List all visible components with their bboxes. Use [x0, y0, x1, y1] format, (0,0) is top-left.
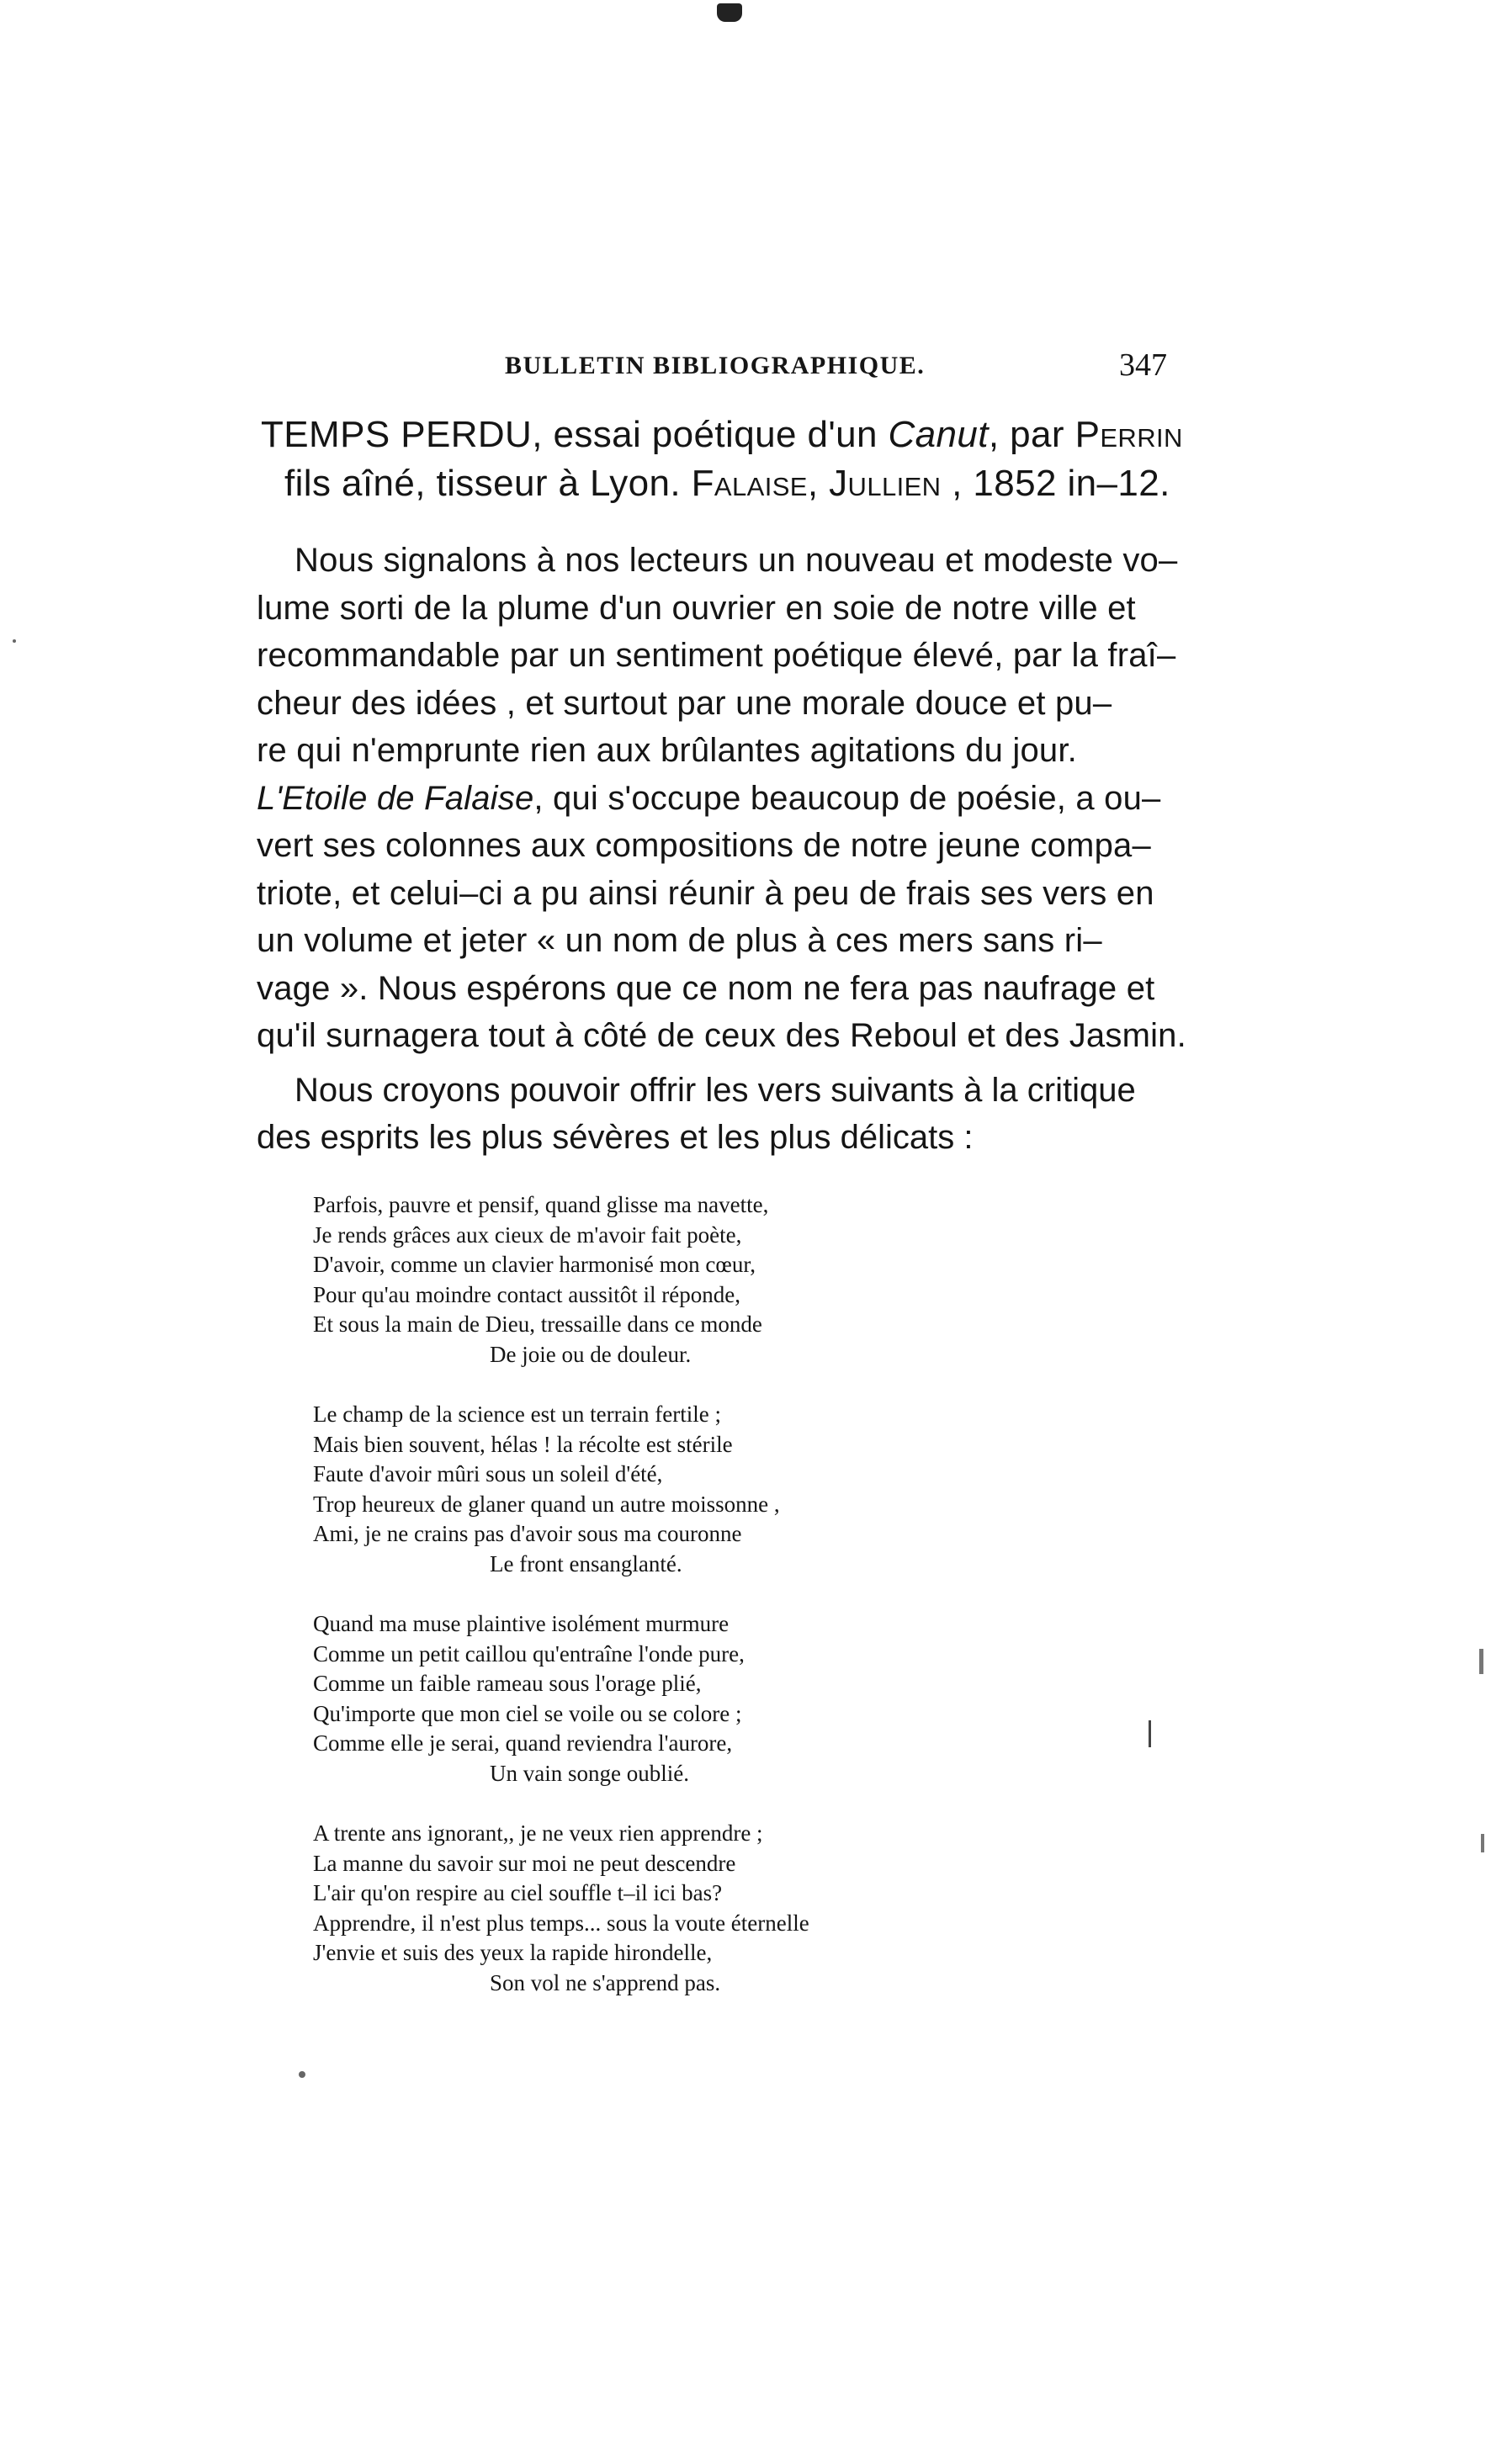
verse-line: Trop heureux de glaner quand un autre moissonne , — [313, 1491, 780, 1517]
prose-line — [257, 775, 1186, 823]
verse-line: Ami, je ne crains pas d'avoir sous ma couronne — [313, 1521, 742, 1546]
poem-stanza-1 — [313, 1190, 986, 1370]
publisher: Falaise, Jullien — [691, 463, 942, 504]
page-number: 347 — [1119, 347, 1167, 383]
verse-line: Je rends grâces aux cieux de m'avoir fait poète, — [313, 1221, 742, 1248]
verse-line: Parfois, pauvre et pensif, quand glisse ma navette, — [313, 1192, 769, 1217]
review-paragraph-2 — [257, 1067, 1186, 1161]
refrain-line: Le front ensanglanté. — [490, 1550, 682, 1576]
prose-line: cheur des idées , et surtout par une morale douce et pu– — [257, 684, 1112, 722]
prose-line: lume sorti de la plume d'un ouvrier en soie de notre ville et — [257, 589, 1136, 627]
verse-line: A trente ans ignorant,, je ne veux rien apprendre ; — [313, 1820, 763, 1846]
refrain-line: De joie ou de douleur. — [490, 1341, 692, 1367]
print-speck — [1479, 1649, 1483, 1674]
poem-stanza-2 — [313, 1400, 986, 1579]
prose-line: vage ». Nous espérons que ce nom ne fera pas naufrage et — [257, 969, 1155, 1007]
prose-line: un volume et jeter « un nom de plus à ces mers sans ri– — [257, 922, 1102, 959]
verse-line: Quand ma muse plaintive isolément murmure — [313, 1611, 730, 1636]
prose-text: , qui s'occupe beaucoup de poésie, a ou– — [533, 779, 1161, 817]
prose-line: recommandable par un sentiment poétique élevé, par la fraî– — [257, 637, 1176, 674]
entry-title — [261, 411, 1186, 508]
prose-line: des esprits les plus sévères et les plus délicats : — [257, 1119, 974, 1156]
verse-line: Comme elle je serai, quand reviendra l'aurore, — [313, 1730, 733, 1756]
verse-line: Le champ de la science est un terrain fertile ; — [313, 1402, 722, 1427]
poem-stanza-3 — [313, 1609, 986, 1788]
prose-line: re qui n'emprunte rien aux brûlantes agitations du jour. — [257, 732, 1077, 769]
print-speck — [1149, 1720, 1151, 1747]
title-text: , essai poétique d'un — [532, 414, 889, 455]
verse-line: Comme un faible rameau sous l'orage plié, — [313, 1671, 702, 1696]
entry-title-line-1 — [261, 411, 1186, 459]
print-speck — [299, 2071, 305, 2078]
verse-line: J'envie et suis des yeux la rapide hirondelle, — [313, 1940, 713, 1965]
verse-line: Qu'importe que mon ciel se voile ou se colore ; — [313, 1700, 742, 1726]
ink-blot-top — [717, 3, 742, 22]
refrain-line: Son vol ne s'apprend pas. — [490, 1969, 721, 1995]
author-name: Perrin — [1074, 414, 1183, 455]
periodical-title: L'Etoile de Falaise — [257, 779, 534, 817]
poem-stanza-4 — [313, 1819, 986, 1998]
prose-line: Nous signalons à nos lecteurs un nouveau et modeste vo– — [294, 542, 1178, 579]
title-italic: Canut — [888, 414, 989, 455]
verse-line: L'air qu'on respire au ciel souffle t–il ici bas? — [313, 1880, 723, 1905]
verse-line: Mais bien souvent, hélas ! la récolte est stérile — [313, 1431, 733, 1457]
verse-line: La manne du savoir sur moi ne peut descendre — [313, 1850, 736, 1876]
prose-line: qu'il surnagera tout à côté de ceux des Reboul et des Jasmin. — [257, 1017, 1186, 1054]
review-paragraph-1 — [257, 537, 1186, 1060]
title-text: fils aîné, tisseur à Lyon. — [284, 463, 692, 504]
work-title: TEMPS PERDU — [261, 414, 533, 455]
title-text: , 1852 in–12. — [941, 463, 1170, 504]
running-header: BULLETIN BIBLIOGRAPHIQUE. — [505, 352, 926, 379]
prose-line: Nous croyons pouvoir offrir les vers suivants à la critique — [294, 1072, 1136, 1109]
verse-line: Pour qu'au moindre contact aussitôt il réponde, — [313, 1281, 741, 1307]
print-speck — [13, 639, 16, 643]
verse-line: Apprendre, il n'est plus temps... sous la voute éternelle — [313, 1910, 809, 1936]
verse-line: D'avoir, comme un clavier harmonisé mon cœur, — [313, 1252, 756, 1277]
entry-title-line-2 — [261, 459, 1186, 508]
verse-line: Faute d'avoir mûri sous un soleil d'été, — [313, 1461, 663, 1486]
refrain-line: Un vain songe oublié. — [490, 1760, 689, 1786]
verse-line: Comme un petit caillou qu'entraîne l'onde pure, — [313, 1640, 745, 1667]
prose-line: vert ses colonnes aux compositions de notre jeune compa– — [257, 827, 1151, 864]
print-speck — [1481, 1834, 1484, 1852]
poem — [313, 1190, 986, 2028]
prose-line: triote, et celui–ci a pu ainsi réunir à peu de frais ses vers en — [257, 874, 1154, 912]
verse-line: Et sous la main de Dieu, tressaille dans ce monde — [313, 1311, 762, 1337]
title-text: , par — [988, 414, 1075, 455]
